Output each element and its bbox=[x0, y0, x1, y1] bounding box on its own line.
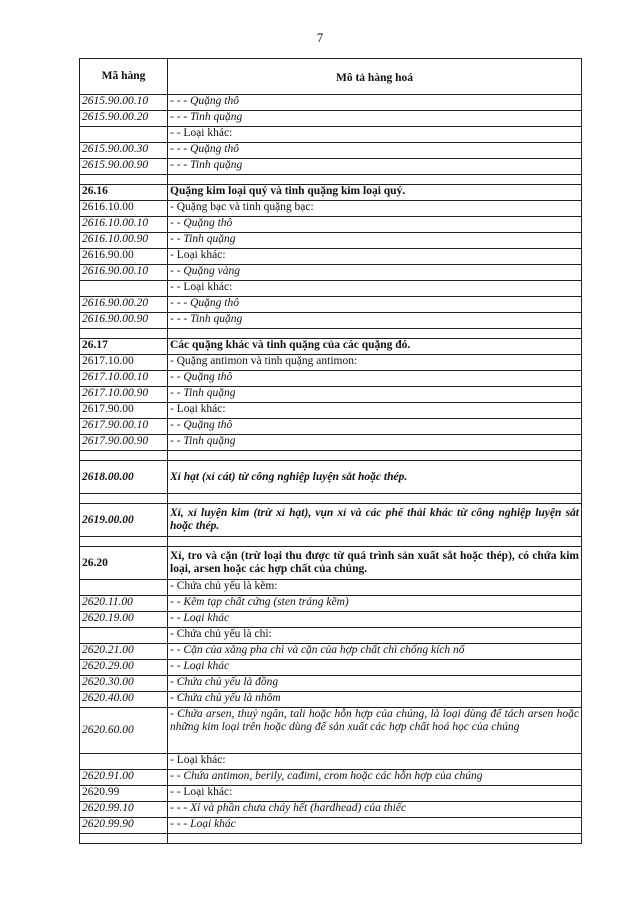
row-description: Xỉ hạt (xỉ cát) từ công nghiệp luyện sắt hoặc thép. bbox=[168, 461, 582, 494]
row-description: - - Tinh quặng bbox=[168, 387, 582, 403]
row-description: - - Quặng vàng bbox=[168, 265, 582, 281]
table-row-blank bbox=[80, 537, 582, 547]
row-description: - Quặng antimon và tinh quặng antimon: bbox=[168, 355, 582, 371]
row-code bbox=[80, 494, 168, 504]
row-description: Xỉ, tro và cặn (trừ loại thu được từ quá trình sản xuất sắt hoặc thép), có chứa kim loại, arsen hoặc các hợp chất của chúng. bbox=[168, 547, 582, 580]
table-row-blank bbox=[80, 175, 582, 185]
row-description: - Loại khác: bbox=[168, 403, 582, 419]
table-row bbox=[80, 233, 582, 249]
row-code bbox=[80, 281, 168, 297]
row-description: - - Loại khác: bbox=[168, 281, 582, 297]
table-row bbox=[80, 692, 582, 708]
table-row-blank bbox=[80, 329, 582, 339]
row-code: 2617.10.00.10 bbox=[80, 371, 168, 387]
tariff-table bbox=[79, 58, 582, 844]
table-row bbox=[80, 802, 582, 818]
row-description: - - - Tinh quặng bbox=[168, 313, 582, 329]
table-row bbox=[80, 159, 582, 175]
table-row bbox=[80, 435, 582, 451]
row-description: - - Quặng thô bbox=[168, 371, 582, 387]
row-code: 2620.11.00 bbox=[80, 596, 168, 612]
table-row bbox=[80, 676, 582, 692]
row-code bbox=[80, 580, 168, 596]
row-description: Quặng kim loại quý và tinh quặng kim loại quý. bbox=[168, 185, 582, 201]
row-code: 2617.10.00 bbox=[80, 355, 168, 371]
row-description: - - Tinh quặng bbox=[168, 435, 582, 451]
row-description bbox=[168, 537, 582, 547]
row-description: - Loại khác: bbox=[168, 249, 582, 265]
row-description: - - Loại khác: bbox=[168, 127, 582, 143]
row-description: - - - Xỉ và phần chưa cháy hết (hardhead) của thiếc bbox=[168, 802, 582, 818]
row-code: 2616.90.00.90 bbox=[80, 313, 168, 329]
row-code: 2616.10.00.10 bbox=[80, 217, 168, 233]
table-row bbox=[80, 387, 582, 403]
table-row-blank bbox=[80, 451, 582, 461]
table-row-heading bbox=[80, 504, 582, 537]
table-row bbox=[80, 644, 582, 660]
row-code: 2620.99.10 bbox=[80, 802, 168, 818]
table-row-blank bbox=[80, 834, 582, 844]
row-code bbox=[80, 628, 168, 644]
row-code: 2620.91.00 bbox=[80, 770, 168, 786]
row-code: 2620.99 bbox=[80, 786, 168, 802]
row-code: 2617.90.00.10 bbox=[80, 419, 168, 435]
row-description bbox=[168, 175, 582, 185]
row-description: - Chứa chủ yếu là đồng bbox=[168, 676, 582, 692]
row-description: - - - Quặng thô bbox=[168, 143, 582, 159]
row-description: - Chứa chủ yếu là chì: bbox=[168, 628, 582, 644]
table-row-heading bbox=[80, 185, 582, 201]
row-code: 2618.00.00 bbox=[80, 461, 168, 494]
row-code: 2620.40.00 bbox=[80, 692, 168, 708]
row-code: 2620.99.90 bbox=[80, 818, 168, 834]
table-row bbox=[80, 217, 582, 233]
page-number: 7 bbox=[316, 30, 324, 45]
table-row bbox=[80, 754, 582, 770]
row-code bbox=[80, 127, 168, 143]
row-code: 2616.90.00.10 bbox=[80, 265, 168, 281]
table-row bbox=[80, 95, 582, 111]
row-code: 2616.90.00 bbox=[80, 249, 168, 265]
row-code: 2617.10.00.90 bbox=[80, 387, 168, 403]
header-description: Mô tả hàng hoá bbox=[168, 59, 582, 95]
table-row bbox=[80, 127, 582, 143]
header-code: Mã hàng bbox=[80, 59, 168, 95]
row-code: 2616.10.00.90 bbox=[80, 233, 168, 249]
row-description bbox=[168, 834, 582, 844]
table-row bbox=[80, 249, 582, 265]
table-row bbox=[80, 355, 582, 371]
row-description: Các quặng khác và tinh quặng của các quặng đó. bbox=[168, 339, 582, 355]
row-code bbox=[80, 834, 168, 844]
row-code: 2620.21.00 bbox=[80, 644, 168, 660]
table-row bbox=[80, 265, 582, 281]
row-code: 26.16 bbox=[80, 185, 168, 201]
table-row bbox=[80, 371, 582, 387]
row-description: - Chứa chủ yếu là nhôm bbox=[168, 692, 582, 708]
row-description: - - Kẽm tạp chất cứng (sten tráng kẽm) bbox=[168, 596, 582, 612]
table-row bbox=[80, 628, 582, 644]
row-description: - - Chứa antimon, berily, cađimi, crom hoặc các hỗn hợp của chúng bbox=[168, 770, 582, 786]
row-description: - - - Loại khác bbox=[168, 818, 582, 834]
row-code: 2620.19.00 bbox=[80, 612, 168, 628]
table-row bbox=[80, 297, 582, 313]
row-code: 2615.90.00.30 bbox=[80, 143, 168, 159]
row-description: - Quặng bạc và tinh quặng bạc: bbox=[168, 201, 582, 217]
row-description: - - - Quặng thô bbox=[168, 95, 582, 111]
table-row-heading bbox=[80, 339, 582, 355]
table-row bbox=[80, 708, 582, 754]
table-row-blank bbox=[80, 494, 582, 504]
row-description bbox=[168, 451, 582, 461]
row-description bbox=[168, 494, 582, 504]
table-row-heading bbox=[80, 547, 582, 580]
row-description: - - Tinh quặng bbox=[168, 233, 582, 249]
table-row bbox=[80, 596, 582, 612]
row-description: - Loại khác: bbox=[168, 754, 582, 770]
row-code: 2619.00.00 bbox=[80, 504, 168, 537]
table-row-heading bbox=[80, 461, 582, 494]
row-description: - - Cặn của xăng pha chì và cặn của hợp chất chì chống kích nổ bbox=[168, 644, 582, 660]
row-description: - - Loại khác bbox=[168, 612, 582, 628]
table-row bbox=[80, 818, 582, 834]
row-description: Xỉ, xỉ luyện kim (trừ xỉ hạt), vụn xỉ và các phế thải khác từ công nghiệp luyện sắt hoặc thép. bbox=[168, 504, 582, 537]
row-code: 2620.60.00 bbox=[80, 708, 168, 754]
table-row bbox=[80, 660, 582, 676]
table-row bbox=[80, 281, 582, 297]
row-code bbox=[80, 537, 168, 547]
row-code bbox=[80, 754, 168, 770]
row-code: 2615.90.00.90 bbox=[80, 159, 168, 175]
table-row bbox=[80, 403, 582, 419]
row-description: - - - Tinh quặng bbox=[168, 159, 582, 175]
row-code: 26.20 bbox=[80, 547, 168, 580]
row-description: - - Loại khác: bbox=[168, 786, 582, 802]
table-header-row bbox=[80, 59, 582, 95]
row-description: - - Quặng thô bbox=[168, 217, 582, 233]
table-row bbox=[80, 313, 582, 329]
row-code: 2615.90.00.10 bbox=[80, 95, 168, 111]
row-code: 2615.90.00.20 bbox=[80, 111, 168, 127]
row-description: - - Quặng thô bbox=[168, 419, 582, 435]
table-row bbox=[80, 770, 582, 786]
table-row bbox=[80, 111, 582, 127]
row-code bbox=[80, 451, 168, 461]
row-description bbox=[168, 329, 582, 339]
table-row bbox=[80, 580, 582, 596]
row-code bbox=[80, 329, 168, 339]
row-description: - Chứa chủ yếu là kẽm: bbox=[168, 580, 582, 596]
row-code: 2620.29.00 bbox=[80, 660, 168, 676]
row-description: - Chứa arsen, thuỷ ngân, tali hoặc hỗn hợp của chúng, là loại dùng để tách arsen hoặc những kim loại trên hoặc dùng để sản xuất các hợp chất hoá học của chúng bbox=[168, 708, 582, 754]
row-code bbox=[80, 175, 168, 185]
table-row bbox=[80, 419, 582, 435]
row-code: 2617.90.00 bbox=[80, 403, 168, 419]
row-description: - - - Tinh quặng bbox=[168, 111, 582, 127]
table-row bbox=[80, 143, 582, 159]
row-code: 26.17 bbox=[80, 339, 168, 355]
table-row bbox=[80, 612, 582, 628]
row-description: - - Loại khác bbox=[168, 660, 582, 676]
row-code: 2617.90.00.90 bbox=[80, 435, 168, 451]
row-code: 2620.30.00 bbox=[80, 676, 168, 692]
table-row bbox=[80, 786, 582, 802]
table-row bbox=[80, 201, 582, 217]
row-description: - - - Quặng thô bbox=[168, 297, 582, 313]
row-code: 2616.10.00 bbox=[80, 201, 168, 217]
row-code: 2616.90.00.20 bbox=[80, 297, 168, 313]
